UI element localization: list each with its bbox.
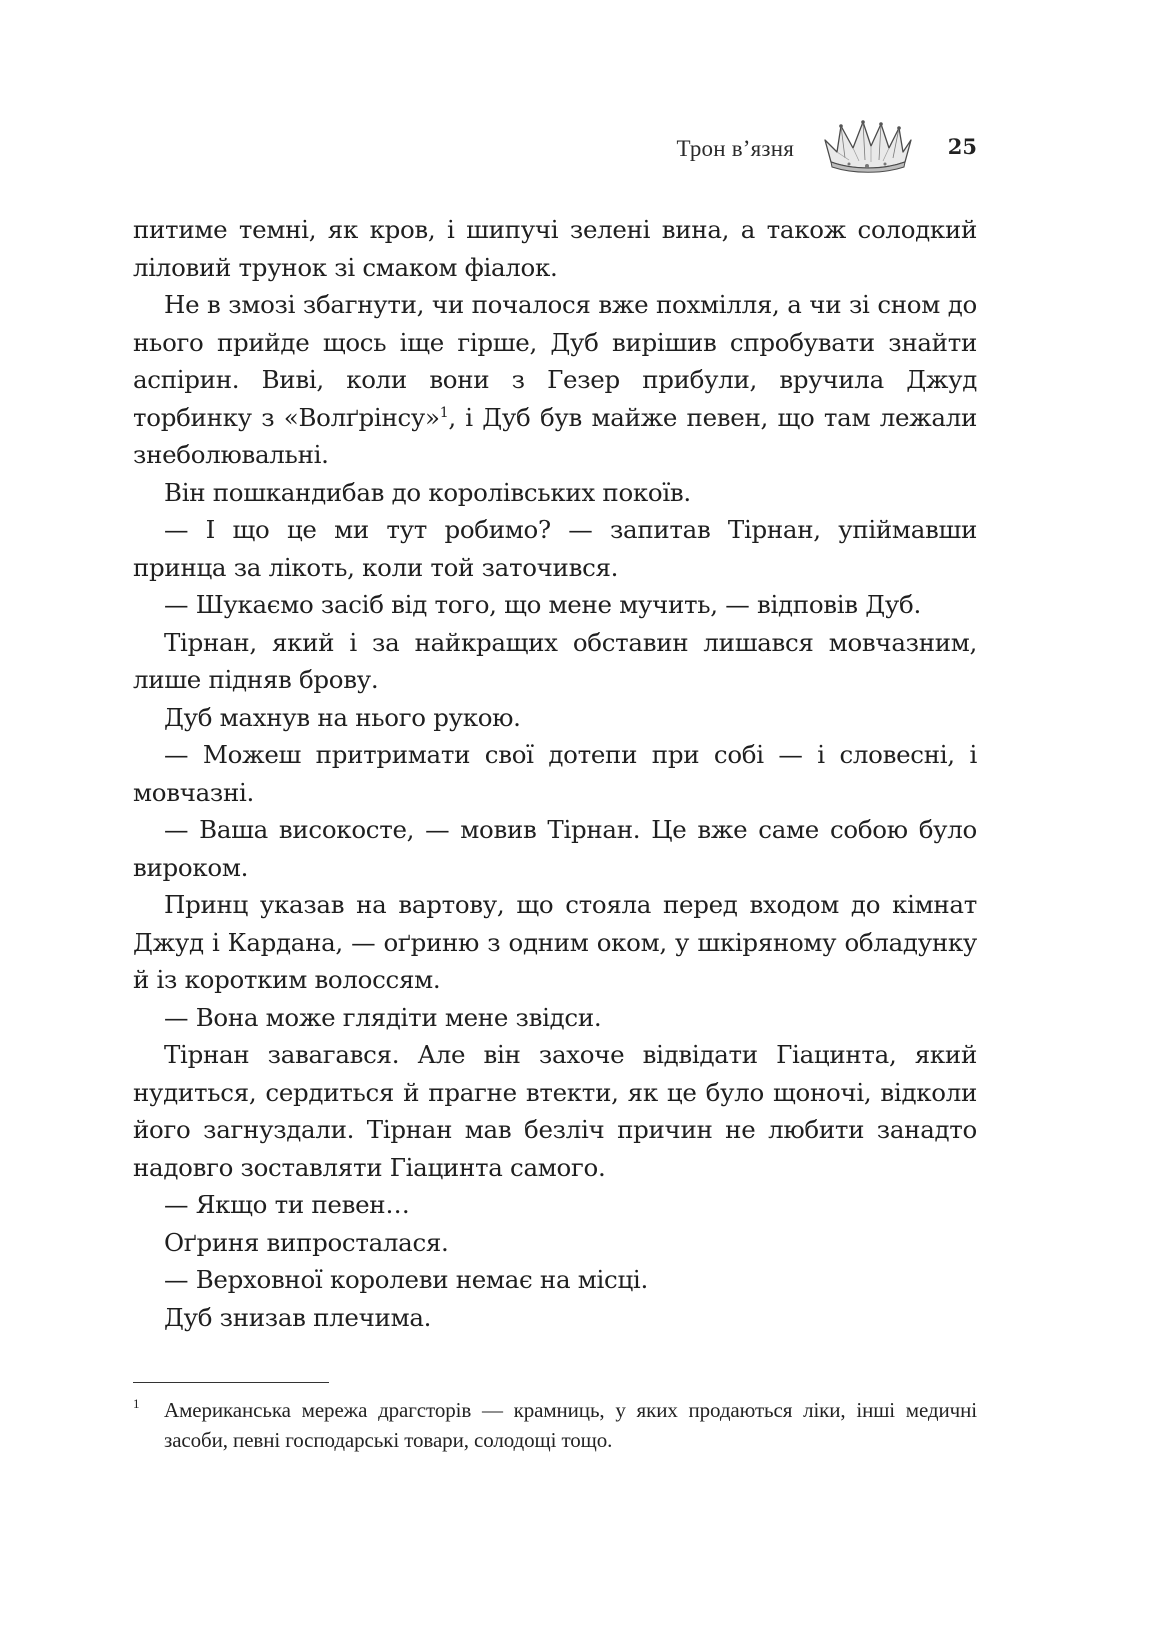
paragraph: Принц указав на вартову, що стояла перед входом до кімнат Джуд і Кардана, — оґриню з одним оком, у шкіряному обладунку й із коротким волоссям. bbox=[133, 890, 977, 994]
page-number: 25 bbox=[947, 134, 977, 159]
crown-icon bbox=[819, 118, 915, 174]
running-head bbox=[133, 118, 977, 178]
paragraph: — І що це ми тут робимо? — запитав Тірнан, упіймавши принца за лікоть, коли той заточився. bbox=[133, 515, 977, 582]
running-title: Трон в’язня bbox=[676, 136, 794, 161]
paragraph: — Верховної королеви немає на місці. bbox=[164, 1265, 648, 1294]
paragraph: — Ваша високосте, — мовив Тірнан. Це вже саме собою було вироком. bbox=[133, 815, 977, 882]
paragraph: Дуб знизав плечима. bbox=[164, 1302, 432, 1332]
paragraph: — Шукаємо засіб від того, що мене мучить, — відповів Дуб. bbox=[164, 590, 921, 619]
paragraph: Дуб махнув на нього рукою. bbox=[164, 702, 521, 732]
footnote-reference[interactable]: 1 bbox=[439, 404, 449, 421]
paragraph: Тірнан завагався. Але він захоче відвідати Гіацинта, який нудиться, сердиться й прагне втекти, як це було щоночі, відколи його загнуздали. Тірнан мав безліч причин не любити занадто надовго зоставляти Гіацинта самого. bbox=[133, 1040, 977, 1182]
paragraph: — Якщо ти певен… bbox=[164, 1190, 410, 1219]
footnote-text: Американська мережа драгсторів — крамниць, у яких продаються ліки, інші медичні засоби, певні господарські товари, солодощі тощо. bbox=[164, 1398, 977, 1452]
footnote-number: 1 bbox=[133, 1396, 140, 1411]
body-text bbox=[133, 211, 977, 1336]
paragraph bbox=[133, 286, 977, 474]
paragraph: питиме темні, як кров, і шипучі зелені вина, а також солодкий ліловий трунок зі смаком фіалок. bbox=[133, 215, 977, 282]
paragraph: Оґриня випросталася. bbox=[164, 1227, 449, 1257]
paragraph-text-continuation: , і Дуб був майже певен, що там лежали знеболювальні. bbox=[133, 402, 977, 469]
paragraph: — Вона може глядіти мене звідси. bbox=[164, 1002, 602, 1032]
footnote-divider bbox=[133, 1382, 329, 1383]
footnote bbox=[133, 1395, 977, 1455]
paragraph: — Можеш притримати свої дотепи при собі — і словесні, і мовчазні. bbox=[133, 740, 977, 807]
paragraph-text: Не в змозі збагнути, чи почалося вже похмілля, а чи зі сном до нього прийде щось іще гірше, Дуб вирішив спробувати знайти аспірин. Виві, коли вони з Гезер прибули, вручила Джуд торбинку з «Волґрінсу» bbox=[133, 290, 977, 432]
paragraph: Тірнан, який і за найкращих обставин лишався мовчазним, лише підняв брову. bbox=[133, 627, 977, 694]
paragraph: Він пошкандибав до королівських покоїв. bbox=[164, 477, 691, 507]
